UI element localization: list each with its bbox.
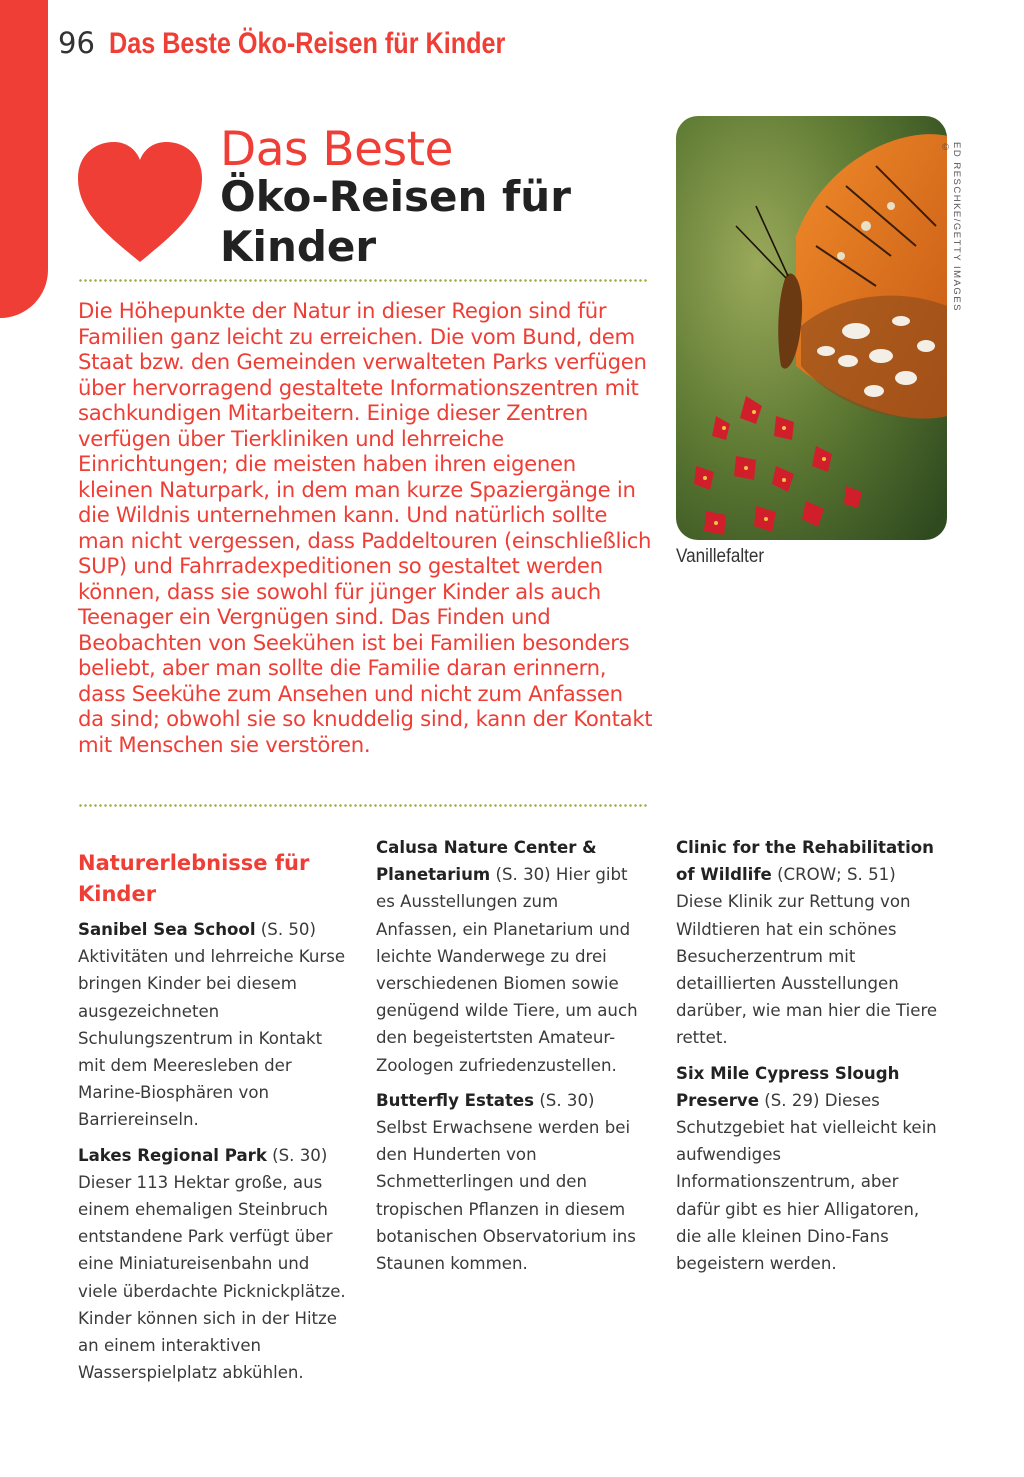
photo-credit: ED RESCHKE/GETTY IMAGES © (940, 142, 962, 312)
list-item: Six Mile Cypress Slough Preserve (S. 29) Dieses Schutzgebiet hat vielleicht kein aufwendiges Informationszentrum, aber dafür gibt es hier Alligatoren, die alle kleinen Dino-Fans begeistern werden. (676, 1063, 937, 1274)
dotted-divider-bottom (78, 804, 648, 807)
running-head-title: Das Beste Öko-Reisen für Kinder (108, 27, 506, 60)
text-column-2 (376, 834, 644, 1285)
text-column-1 (78, 836, 348, 1394)
page-title-line1: Das Beste (220, 122, 453, 177)
dotted-divider-top (78, 279, 648, 282)
intro-paragraph: Die Höhepunkte der Natur in dieser Region sind für Familien ganz leicht zu erreichen. Die vom Bund, dem Staat bzw. den Gemeinden verwalteten Parks verfügen über hervorragend gestaltete Informationszentren mit sachkundigen Mitarbeitern. Einige dieser Zentren verfügen über Tierkliniken und lehrreiche Einrichtungen; die meisten haben ihren eigenen kleinen Naturpark, in dem man kurze Spaziergänge in die Wildnis unternehmen kann. Und natürlich sollte man nicht vergessen, dass Paddeltouren (einschließlich SUP) und Fahrradexpeditionen so gestaltet werden können, dass sie sowohl für jünger Kinder als auch Teenager ein Vergnügen sind. Das Finden und Beobachten von Seekühen ist bei Familien besonders beliebt, aber man sollte die Familie daran erinnern, dass Seekühe zum Ansehen und nicht zum Anfassen da sind; obwohl sie so knuddelig sind, kann der Kontakt mit Menschen sie verstören. (78, 298, 653, 757)
list-item: Sanibel Sea School (S. 50) Aktivitäten und lehrreiche Kurse bringen Kinder bei diesem ausgezeichneten Schulungszentrum in Kontakt mit dem Meeresleben der Marine-Biosphären von Barriereinseln. (78, 920, 346, 1130)
butterfly-photo (676, 116, 947, 540)
text-column-3 (676, 834, 944, 1285)
list-item: Butterfly Estates (S. 30) Selbst Erwachsene werden bei den Hunderten von Schmetterlingen und den tropischen Pflanzen in diesem botanischen Observatorium ins Staunen kommen. (376, 1090, 636, 1274)
heart-icon (76, 138, 204, 264)
running-head (58, 26, 581, 66)
red-edge-tab (0, 0, 48, 318)
photo-caption: Vanillefalter (676, 546, 765, 567)
list-item: Calusa Nature Center & Planetarium (S. 30) Hier gibt es Ausstellungen zum Anfassen, ein Planetarium und leichte Wanderwege zu drei verschiedenen Biomen sowie genügend wilde Tiere, um auch den begeistertsten Amateur-Zoologen zufriedenzustellen. (376, 838, 638, 1075)
page-title-line2: Öko-Reisen für Kinder (220, 172, 571, 271)
list-item: Lakes Regional Park (S. 30) Dieser 113 Hektar große, aus einem ehemaligen Steinbruch entstandene Park verfügt über eine Miniatureisenbahn und viele überdachte Picknickplätze. Kinder können sich in der Hitze an einem interaktiven Wasserspielplatz abkühlen. (78, 1145, 346, 1383)
list-item: Clinic for the Rehabilitation of Wildlife (CROW; S. 51) Diese Klinik zur Rettung von Wildtieren hat ein schönes Besucherzentrum mit detaillierten Ausstellungen darüber, wie man hier die Tiere rettet. (676, 838, 938, 1048)
page-number: 96 (58, 26, 95, 60)
section-heading: Naturerlebnisse für Kinder (78, 851, 310, 906)
